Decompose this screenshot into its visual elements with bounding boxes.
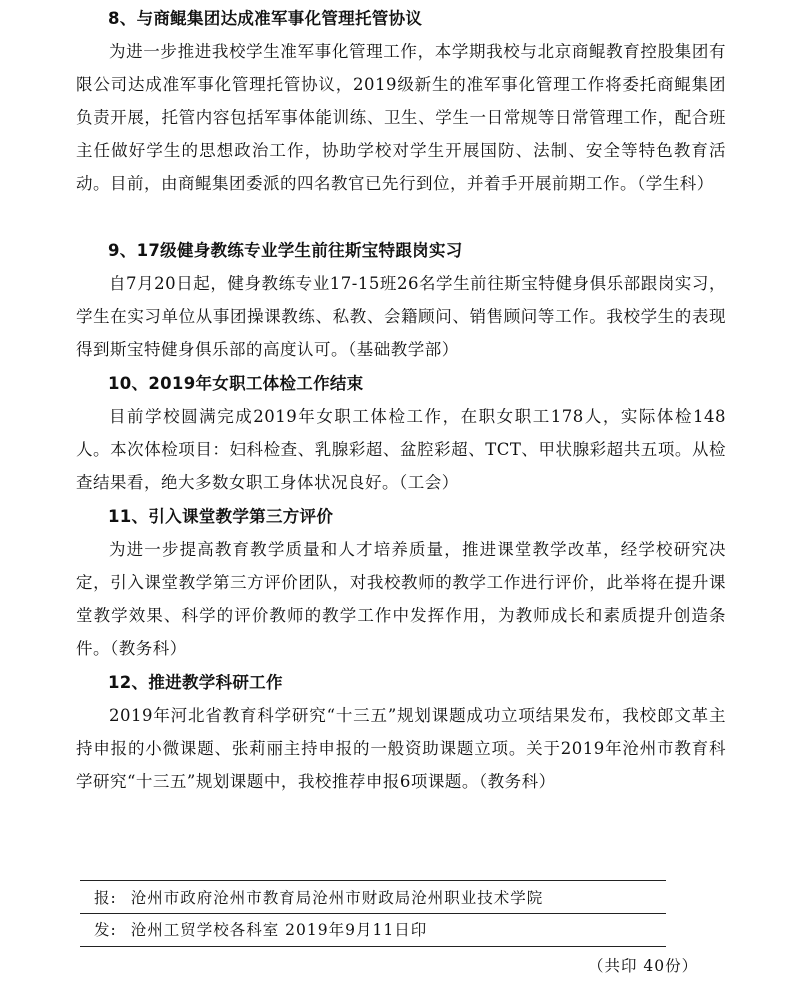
item-heading: 12、推进教学科研工作 — [108, 673, 283, 692]
send-recipients: 沧州工贸学校各科室 2019年9月11日印 — [130, 921, 428, 939]
news-item-12 — [76, 666, 726, 798]
item-body: 自7月20日起，健身教练专业17-15班26名学生前往斯宝特健身俱乐部跟岗实习，学生在实习单位从事团操课教练、私教、会籍顾问、销售顾问等工作。我校学生的表现得到斯宝特健身俱乐部的高度认可。（基础教学部） — [76, 274, 726, 359]
item-heading: 11、引入课堂教学第三方评价 — [108, 507, 334, 526]
news-item-11 — [76, 500, 726, 665]
report-label: 报: — [94, 889, 117, 907]
footer-rule-bottom — [80, 946, 666, 947]
print-count: （共印 40份） — [588, 957, 699, 975]
news-item-8 — [76, 2, 726, 200]
item-heading: 9、17级健身教练专业学生前往斯宝特跟岗实习 — [108, 241, 463, 260]
item-heading: 8、与商鲲集团达成准军事化管理托管协议 — [108, 9, 423, 28]
item-heading: 10、2019年女职工体检工作结束 — [108, 374, 364, 393]
item-body: 目前学校圆满完成2019年女职工体检工作，在职女职工178人，实际体检148人。本次体检项目：妇科检查、乳腺彩超、盆腔彩超、TCT、甲状腺彩超共五项。从检查结果看，绝大多数女职工身体状况良好。（工会） — [76, 407, 726, 492]
item-body: 为进一步推进我校学生准军事化管理工作，本学期我校与北京商鲲教育控股集团有限公司达成准军事化管理托管协议，2019级新生的准军事化管理工作将委托商鲲集团负责开展，托管内容包括军事体能训练、卫生、学生一日常规等日常管理工作，配合班主任做好学生的思想政治工作，协助学校对学生开展国防、法制、安全等特色教育活动。目前，由商鲲集团委派的四名教官已先行到位，并着手开展前期工作。（学生科） — [76, 42, 726, 193]
report-recipients: 沧州市政府沧州市教育局沧州市财政局沧州职业技术学院 — [130, 889, 544, 907]
news-item-9 — [76, 234, 726, 366]
news-item-10 — [76, 367, 726, 499]
report-to-line — [94, 886, 543, 910]
footer-rule-middle — [80, 913, 666, 914]
item-body: 为进一步提高教育教学质量和人才培养质量，推进课堂教学改革，经学校研究决定，引入课堂教学第三方评价团队，对我校教师的教学工作进行评价，此举将在提升课堂教学效果、科学的评价教师的教学工作中发挥作用，为教师成长和素质提升创造条件。（教务科） — [76, 540, 726, 658]
footer-rule-top — [80, 880, 666, 881]
item-body: 2019年河北省教育科学研究“十三五”规划课题成功立项结果发布，我校郎文革主持申报的小微课题、张莉丽主持申报的一般资助课题立项。关于2019年沧州市教育科学研究“十三五”规划课题中，我校推荐申报6项课题。（教务科） — [76, 706, 726, 791]
send-to-line — [94, 918, 427, 942]
send-label: 发: — [94, 921, 117, 939]
